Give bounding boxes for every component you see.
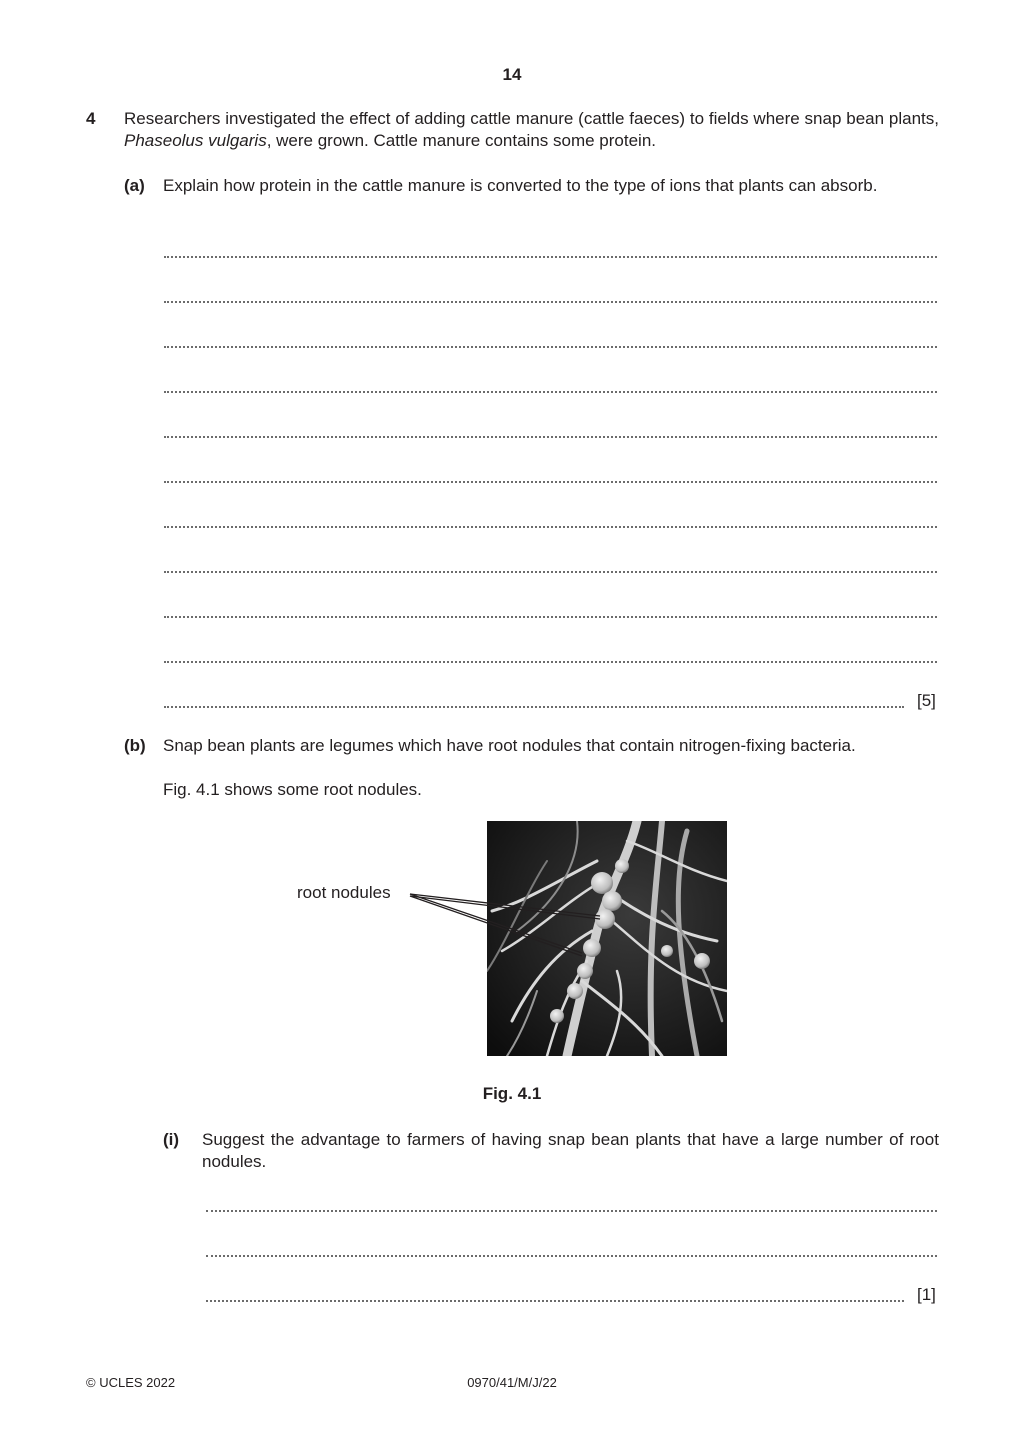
mark-allocation-b-i: [1] (917, 1285, 936, 1304)
sub-part-i-label: (i) (163, 1130, 180, 1149)
answer-line[interactable] (164, 256, 937, 258)
paper-code: 0970/41/M/J/22 (467, 1375, 557, 1390)
answer-line[interactable] (164, 571, 937, 573)
answer-line[interactable] (164, 481, 937, 483)
mark-allocation-a: [5] (917, 691, 936, 710)
answer-line[interactable] (206, 1210, 937, 1212)
species-name: Phaseolus vulgaris (124, 131, 267, 150)
root-nodules-label: root nodules (297, 883, 391, 902)
part-a-label: (a) (124, 176, 145, 195)
sub-part-i-text: Suggest the advantage to farmers of having snap bean plants that have a large number of root nodules. (202, 1130, 939, 1171)
part-b-label: (b) (124, 736, 146, 755)
answer-line[interactable] (164, 616, 937, 618)
intro-text-2: , were grown. Cattle manure contains some protein. (266, 131, 657, 150)
part-b-text: Snap bean plants are legumes which have root nodules that contain nitrogen-fixing bacteria. (163, 736, 856, 755)
answer-line[interactable] (206, 1255, 937, 1257)
copyright-notice: © UCLES 2022 (86, 1375, 176, 1390)
question-intro (124, 108, 939, 152)
answer-line[interactable] (206, 1300, 904, 1302)
page-number: 14 (502, 65, 522, 84)
figure-caption: Fig. 4.1 (482, 1084, 542, 1103)
figure-intro: Fig. 4.1 shows some root nodules. (163, 780, 422, 799)
label-leader-lines (400, 880, 620, 980)
answer-line[interactable] (164, 526, 937, 528)
answer-line[interactable] (164, 706, 904, 708)
answer-line[interactable] (164, 301, 937, 303)
answer-line[interactable] (164, 346, 937, 348)
answer-line[interactable] (164, 661, 937, 663)
intro-text-1: Researchers investigated the effect of adding cattle manure (cattle faeces) to fields where snap bean plants, (124, 109, 939, 128)
answer-line[interactable] (164, 391, 937, 393)
part-a-text: Explain how protein in the cattle manure is converted to the type of ions that plants can absorb. (163, 176, 878, 195)
answer-line[interactable] (164, 436, 937, 438)
question-number: 4 (86, 109, 96, 128)
